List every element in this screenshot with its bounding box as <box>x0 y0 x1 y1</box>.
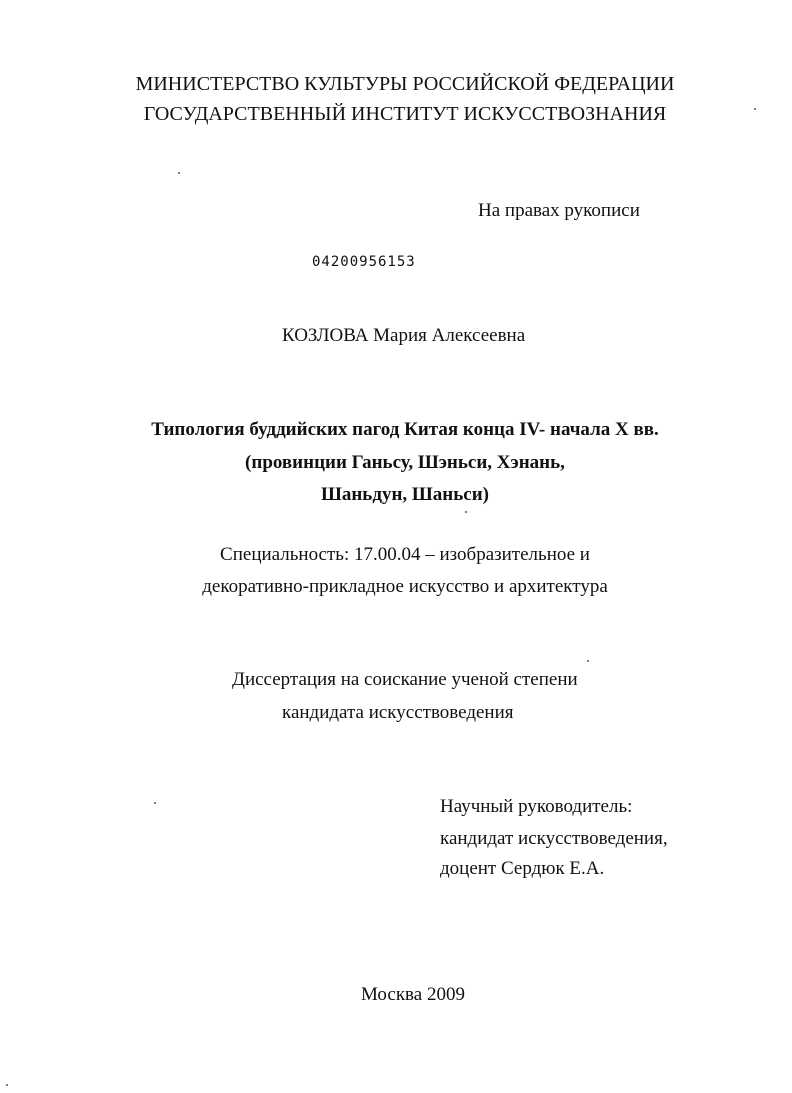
supervisor-label: Научный руководитель: <box>440 796 633 817</box>
degree-line-2: кандидата искусствоведения <box>282 702 514 723</box>
scan-speck <box>6 1084 8 1086</box>
supervisor-degree: кандидат искусствоведения, <box>440 828 668 849</box>
specialty-line-2: декоративно-прикладное искусство и архитектура <box>202 576 608 597</box>
scan-speck <box>465 511 467 513</box>
degree-line-1: Диссертация на соискание ученой степени <box>232 669 578 690</box>
scan-speck <box>178 172 180 174</box>
dissertation-title-line-2: (провинции Ганьсу, Шэньси, Хэнань, <box>245 452 565 473</box>
author-name: КОЗЛОВА Мария Алексеевна <box>282 325 526 346</box>
scan-speck <box>587 660 589 662</box>
place-and-year: Москва 2009 <box>361 984 465 1005</box>
scan-speck <box>154 802 156 804</box>
supervisor-name: доцент Сердюк Е.А. <box>440 858 605 879</box>
institute-heading: ГОСУДАРСТВЕННЫЙ ИНСТИТУТ ИСКУССТВОЗНАНИЯ <box>143 103 667 125</box>
specialty-line-1: Специальность: 17.00.04 – изобразительное и <box>220 544 590 565</box>
ministry-heading: МИНИСТЕРСТВО КУЛЬТУРЫ РОССИЙСКОЙ ФЕДЕРАЦИИ <box>135 73 675 95</box>
scan-speck <box>754 108 756 110</box>
dissertation-title-line-3: Шаньдун, Шаньси) <box>321 484 489 505</box>
dissertation-title-line-1: Типология буддийских пагод Китая конца IV- начала X вв. <box>151 419 659 440</box>
manuscript-rights-note: На правах рукописи <box>478 200 640 221</box>
registration-number: 04200956153 <box>312 254 416 270</box>
